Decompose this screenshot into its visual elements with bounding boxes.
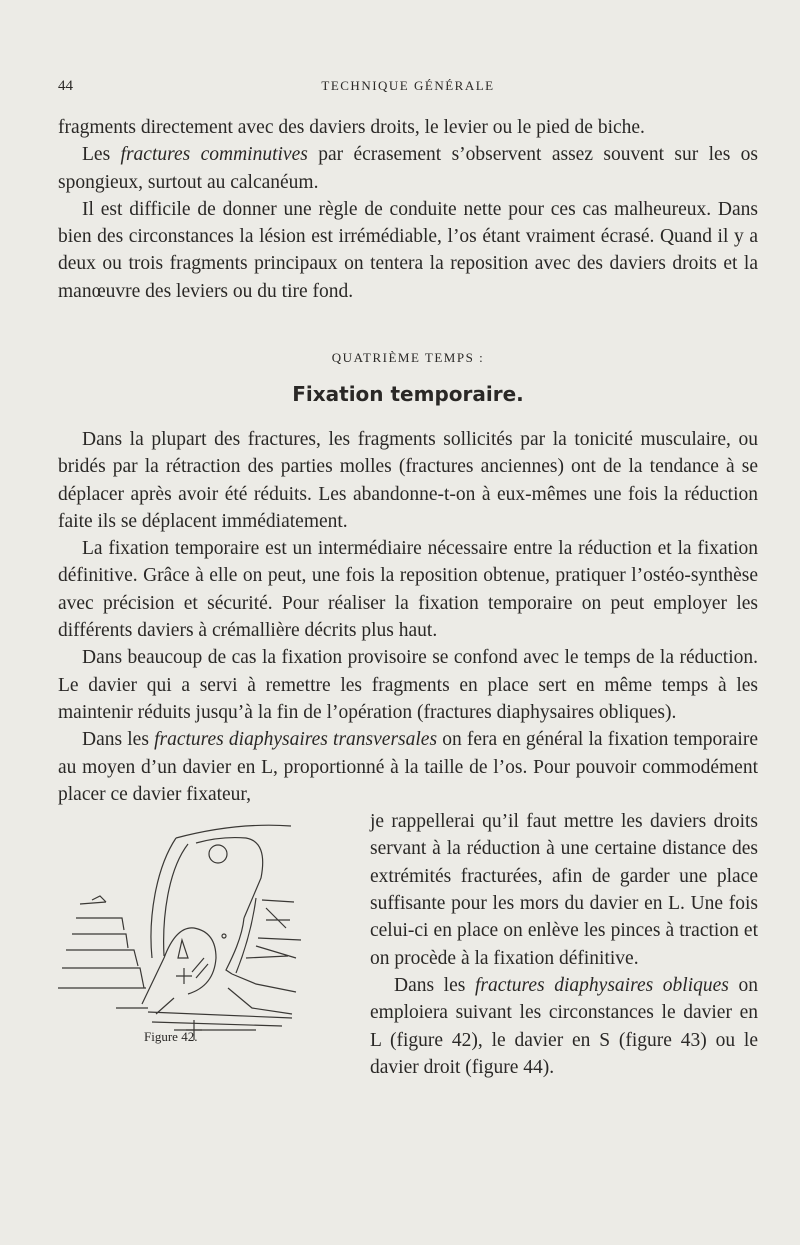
text-block-intro — [58, 114, 758, 305]
paragraph: La fixation temporaire est un intermédiaire nécessaire entre la réduction et la fixation définitive. Grâce à elle on peut, une fois la reposition obtenue, pratiquer l’ostéo-synthèse avec précision et sécurité. Pour réaliser la fixation temporaire on peut employer les différents daviers à crémallière décrits plus haut. — [58, 538, 758, 642]
davier-en-l-illustration — [56, 808, 356, 1056]
emphasis: fractures diaphysaires obliques — [474, 974, 729, 996]
running-head: TECHNIQUE GÉNÉRALE — [321, 78, 495, 93]
page — [58, 0, 758, 1245]
emphasis: fractures comminutives — [120, 144, 308, 166]
section-label: QUATRIÈME TEMPS : — [331, 350, 485, 365]
section-title: Fixation temporaire. — [292, 382, 524, 406]
page-header — [58, 78, 758, 98]
paragraph: Les fractures comminutives par écrasement s’observent assez souvent sur les os spongieux, surtout au calcanéum. — [58, 144, 759, 193]
paragraph: fragments directement avec des daviers droits, le levier ou le pied de biche. — [58, 117, 645, 138]
paragraph: je rappellerai qu’il faut mettre les daviers droits servant à la réduction à une certaine distance des extrémités fracturées, afin de garder une place suffisante pour les mors du davier en L. Une fois celui-ci en place on enlève les pinces à traction et on procède à la fixation définitive. — [370, 811, 758, 969]
paragraph: Dans la plupart des fractures, les fragments sollicités par la tonicité musculaire, ou bridés par la rétraction des parties molles (fractures anciennes) ont de la tendance à se déplacer après avoir été réduits. Les abandonne-t-on à eux-mêmes une fois la réduction faite ils se déplacent immédiatement. — [58, 429, 758, 532]
paragraph: Dans les fractures diaphysaires obliques on emploiera suivant les circonstances le davier en L (figure 42), le davier en S (figure 43) ou le davier droit (figure 44). — [370, 974, 758, 1078]
figure-caption: Figure 42. — [144, 1029, 198, 1045]
paragraph: Dans beaucoup de cas la fixation provisoire se confond avec le temps de la réduction. Le davier qui a servi à remettre les fragments en place sert en même temps à les maintenir réduits jusqu’à la fin de l’opération (fractures diaphysaires obliques). — [58, 647, 758, 723]
paragraph: Il est difficile de donner une règle de conduite nette pour ces cas malheureux. Dans bien des circonstances la lésion est irrémédiable, l’os étant vraiment écrasé. Quand il y a deux ou trois fragments principaux on tentera la reposition avec des daviers droits et la manœuvre des leviers ou du tire fond. — [58, 198, 758, 302]
paragraph: Dans les fractures diaphysaires transversales on fera en général la fixation temporaire au moyen d’un davier en L, proportionné à la taille de l’os. Pour pouvoir commodément placer ce davier fixateur, — [58, 729, 758, 805]
text-block-fixation — [58, 426, 758, 1081]
emphasis: fractures diaphysaires transversales — [154, 729, 438, 751]
page-number: 44 — [58, 78, 73, 94]
figure-42 — [56, 808, 356, 1056]
